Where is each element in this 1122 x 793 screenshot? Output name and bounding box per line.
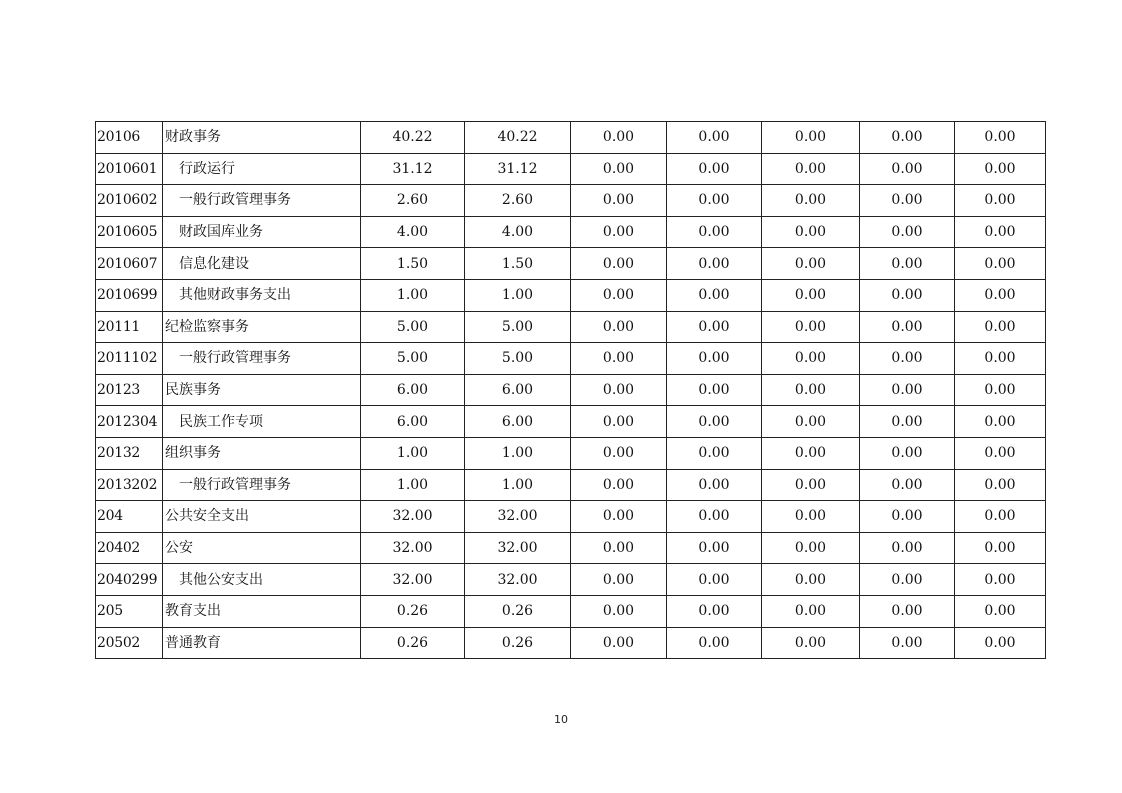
amount-cell: 0.00 — [955, 216, 1046, 248]
amount-cell: 0.00 — [762, 279, 860, 311]
amount-cell: 0.00 — [860, 374, 955, 406]
amount-cell: 31.12 — [465, 153, 571, 185]
amount-cell: 1.00 — [361, 469, 465, 501]
amount-cell: 0.00 — [571, 595, 667, 627]
subject-name-cell: 公安 — [163, 532, 361, 564]
subject-code-cell: 2040299 — [96, 564, 163, 596]
subject-name-cell: 一般行政管理事务 — [163, 469, 361, 501]
amount-cell: 0.00 — [571, 532, 667, 564]
subject-code-cell: 2011102 — [96, 343, 163, 375]
subject-name-cell: 其他公安支出 — [163, 564, 361, 596]
amount-cell: 0.00 — [955, 532, 1046, 564]
amount-cell: 0.00 — [860, 437, 955, 469]
amount-cell: 0.00 — [955, 279, 1046, 311]
table-row — [96, 216, 1046, 248]
amount-cell: 5.00 — [361, 311, 465, 343]
amount-cell: 32.00 — [465, 532, 571, 564]
amount-cell: 0.00 — [762, 437, 860, 469]
amount-cell: 0.00 — [762, 595, 860, 627]
amount-cell: 0.00 — [667, 627, 762, 659]
amount-cell: 0.00 — [762, 311, 860, 343]
subject-name-cell: 信息化建设 — [163, 248, 361, 280]
amount-cell: 6.00 — [465, 374, 571, 406]
amount-cell: 0.00 — [762, 406, 860, 438]
amount-cell: 0.00 — [667, 469, 762, 501]
table-row — [96, 406, 1046, 438]
amount-cell: 4.00 — [361, 216, 465, 248]
amount-cell: 0.00 — [955, 374, 1046, 406]
table-row — [96, 122, 1046, 154]
subject-code-cell: 20132 — [96, 437, 163, 469]
amount-cell: 0.00 — [955, 437, 1046, 469]
amount-cell: 32.00 — [361, 564, 465, 596]
table-row — [96, 469, 1046, 501]
subject-code-cell: 20106 — [96, 122, 163, 154]
amount-cell: 6.00 — [361, 374, 465, 406]
amount-cell: 0.00 — [762, 343, 860, 375]
amount-cell: 1.50 — [465, 248, 571, 280]
amount-cell: 0.26 — [465, 595, 571, 627]
amount-cell: 0.00 — [955, 469, 1046, 501]
subject-name-cell: 纪检监察事务 — [163, 311, 361, 343]
amount-cell: 0.00 — [762, 374, 860, 406]
amount-cell: 0.00 — [955, 343, 1046, 375]
amount-cell: 0.00 — [667, 185, 762, 217]
amount-cell: 0.00 — [955, 501, 1046, 533]
amount-cell: 6.00 — [465, 406, 571, 438]
amount-cell: 0.00 — [571, 248, 667, 280]
amount-cell: 5.00 — [361, 343, 465, 375]
subject-code-cell: 2013202 — [96, 469, 163, 501]
table-body — [96, 122, 1046, 659]
amount-cell: 6.00 — [361, 406, 465, 438]
amount-cell: 0.00 — [955, 595, 1046, 627]
amount-cell: 2.60 — [361, 185, 465, 217]
amount-cell: 0.00 — [571, 501, 667, 533]
amount-cell: 0.00 — [860, 343, 955, 375]
subject-code-cell: 2010699 — [96, 279, 163, 311]
subject-name-cell: 教育支出 — [163, 595, 361, 627]
amount-cell: 0.00 — [762, 153, 860, 185]
amount-cell: 0.00 — [571, 469, 667, 501]
subject-code-cell: 205 — [96, 595, 163, 627]
amount-cell: 0.00 — [667, 564, 762, 596]
amount-cell: 0.00 — [667, 153, 762, 185]
amount-cell: 0.00 — [762, 122, 860, 154]
budget-expenditure-table — [95, 121, 1046, 659]
amount-cell: 0.00 — [860, 564, 955, 596]
amount-cell: 0.00 — [571, 564, 667, 596]
amount-cell: 0.00 — [667, 437, 762, 469]
amount-cell: 0.00 — [860, 216, 955, 248]
table-row — [96, 532, 1046, 564]
amount-cell: 0.00 — [762, 216, 860, 248]
amount-cell: 0.00 — [860, 501, 955, 533]
amount-cell: 0.00 — [667, 216, 762, 248]
amount-cell: 0.00 — [860, 595, 955, 627]
amount-cell: 0.26 — [361, 627, 465, 659]
amount-cell: 32.00 — [465, 564, 571, 596]
subject-name-cell: 公共安全支出 — [163, 501, 361, 533]
amount-cell: 0.00 — [667, 279, 762, 311]
amount-cell: 5.00 — [465, 343, 571, 375]
subject-code-cell: 20402 — [96, 532, 163, 564]
amount-cell: 0.00 — [860, 185, 955, 217]
subject-code-cell: 20502 — [96, 627, 163, 659]
subject-code-cell: 2010602 — [96, 185, 163, 217]
amount-cell: 0.00 — [667, 532, 762, 564]
amount-cell: 0.00 — [955, 185, 1046, 217]
amount-cell: 0.00 — [571, 185, 667, 217]
table-row — [96, 595, 1046, 627]
amount-cell: 0.26 — [361, 595, 465, 627]
amount-cell: 1.00 — [465, 437, 571, 469]
amount-cell: 0.00 — [667, 122, 762, 154]
subject-code-cell: 20111 — [96, 311, 163, 343]
amount-cell: 0.00 — [860, 311, 955, 343]
amount-cell: 31.12 — [361, 153, 465, 185]
subject-code-cell: 2010607 — [96, 248, 163, 280]
amount-cell: 0.00 — [571, 627, 667, 659]
amount-cell: 0.00 — [571, 343, 667, 375]
amount-cell: 0.00 — [571, 279, 667, 311]
table-row — [96, 343, 1046, 375]
amount-cell: 0.00 — [667, 248, 762, 280]
amount-cell: 0.00 — [762, 469, 860, 501]
table-row — [96, 311, 1046, 343]
table-row — [96, 153, 1046, 185]
amount-cell: 0.00 — [762, 532, 860, 564]
amount-cell: 32.00 — [361, 501, 465, 533]
page-number: 10 — [554, 713, 568, 726]
amount-cell: 0.00 — [860, 279, 955, 311]
subject-name-cell: 其他财政事务支出 — [163, 279, 361, 311]
subject-name-cell: 一般行政管理事务 — [163, 185, 361, 217]
amount-cell: 0.00 — [762, 185, 860, 217]
subject-code-cell: 20123 — [96, 374, 163, 406]
amount-cell: 0.00 — [860, 153, 955, 185]
amount-cell: 0.00 — [955, 311, 1046, 343]
amount-cell: 0.00 — [667, 311, 762, 343]
subject-code-cell: 2010601 — [96, 153, 163, 185]
subject-name-cell: 民族事务 — [163, 374, 361, 406]
subject-code-cell: 204 — [96, 501, 163, 533]
amount-cell: 1.00 — [361, 437, 465, 469]
amount-cell: 0.00 — [860, 406, 955, 438]
subject-name-cell: 民族工作专项 — [163, 406, 361, 438]
amount-cell: 0.00 — [860, 627, 955, 659]
amount-cell: 40.22 — [361, 122, 465, 154]
amount-cell: 0.00 — [860, 248, 955, 280]
amount-cell: 0.00 — [571, 374, 667, 406]
amount-cell: 0.00 — [571, 406, 667, 438]
table-row — [96, 564, 1046, 596]
amount-cell: 0.00 — [667, 343, 762, 375]
subject-name-cell: 财政国库业务 — [163, 216, 361, 248]
amount-cell: 0.00 — [762, 627, 860, 659]
amount-cell: 0.00 — [667, 374, 762, 406]
amount-cell: 32.00 — [465, 501, 571, 533]
amount-cell: 32.00 — [361, 532, 465, 564]
amount-cell: 0.00 — [955, 248, 1046, 280]
amount-cell: 0.00 — [762, 248, 860, 280]
amount-cell: 0.00 — [762, 564, 860, 596]
amount-cell: 0.00 — [571, 216, 667, 248]
subject-name-cell: 普通教育 — [163, 627, 361, 659]
table-row — [96, 501, 1046, 533]
subject-name-cell: 组织事务 — [163, 437, 361, 469]
amount-cell: 0.00 — [955, 564, 1046, 596]
amount-cell: 5.00 — [465, 311, 571, 343]
subject-code-cell: 2012304 — [96, 406, 163, 438]
amount-cell: 0.00 — [667, 501, 762, 533]
table-row — [96, 627, 1046, 659]
amount-cell: 1.00 — [361, 279, 465, 311]
subject-name-cell: 财政事务 — [163, 122, 361, 154]
amount-cell: 0.00 — [762, 501, 860, 533]
amount-cell: 0.00 — [571, 437, 667, 469]
table-row — [96, 248, 1046, 280]
amount-cell: 1.00 — [465, 469, 571, 501]
amount-cell: 0.00 — [667, 406, 762, 438]
table-row — [96, 279, 1046, 311]
amount-cell: 0.00 — [860, 532, 955, 564]
table-row — [96, 185, 1046, 217]
amount-cell: 2.60 — [465, 185, 571, 217]
table-row — [96, 437, 1046, 469]
amount-cell: 4.00 — [465, 216, 571, 248]
table-row — [96, 374, 1046, 406]
subject-code-cell: 2010605 — [96, 216, 163, 248]
amount-cell: 0.26 — [465, 627, 571, 659]
amount-cell: 0.00 — [955, 627, 1046, 659]
amount-cell: 0.00 — [571, 122, 667, 154]
amount-cell: 0.00 — [955, 406, 1046, 438]
amount-cell: 0.00 — [571, 153, 667, 185]
amount-cell: 40.22 — [465, 122, 571, 154]
subject-name-cell: 一般行政管理事务 — [163, 343, 361, 375]
amount-cell: 0.00 — [955, 153, 1046, 185]
amount-cell: 1.50 — [361, 248, 465, 280]
amount-cell: 0.00 — [571, 311, 667, 343]
amount-cell: 0.00 — [860, 122, 955, 154]
subject-name-cell: 行政运行 — [163, 153, 361, 185]
amount-cell: 0.00 — [955, 122, 1046, 154]
amount-cell: 1.00 — [465, 279, 571, 311]
amount-cell: 0.00 — [860, 469, 955, 501]
amount-cell: 0.00 — [667, 595, 762, 627]
